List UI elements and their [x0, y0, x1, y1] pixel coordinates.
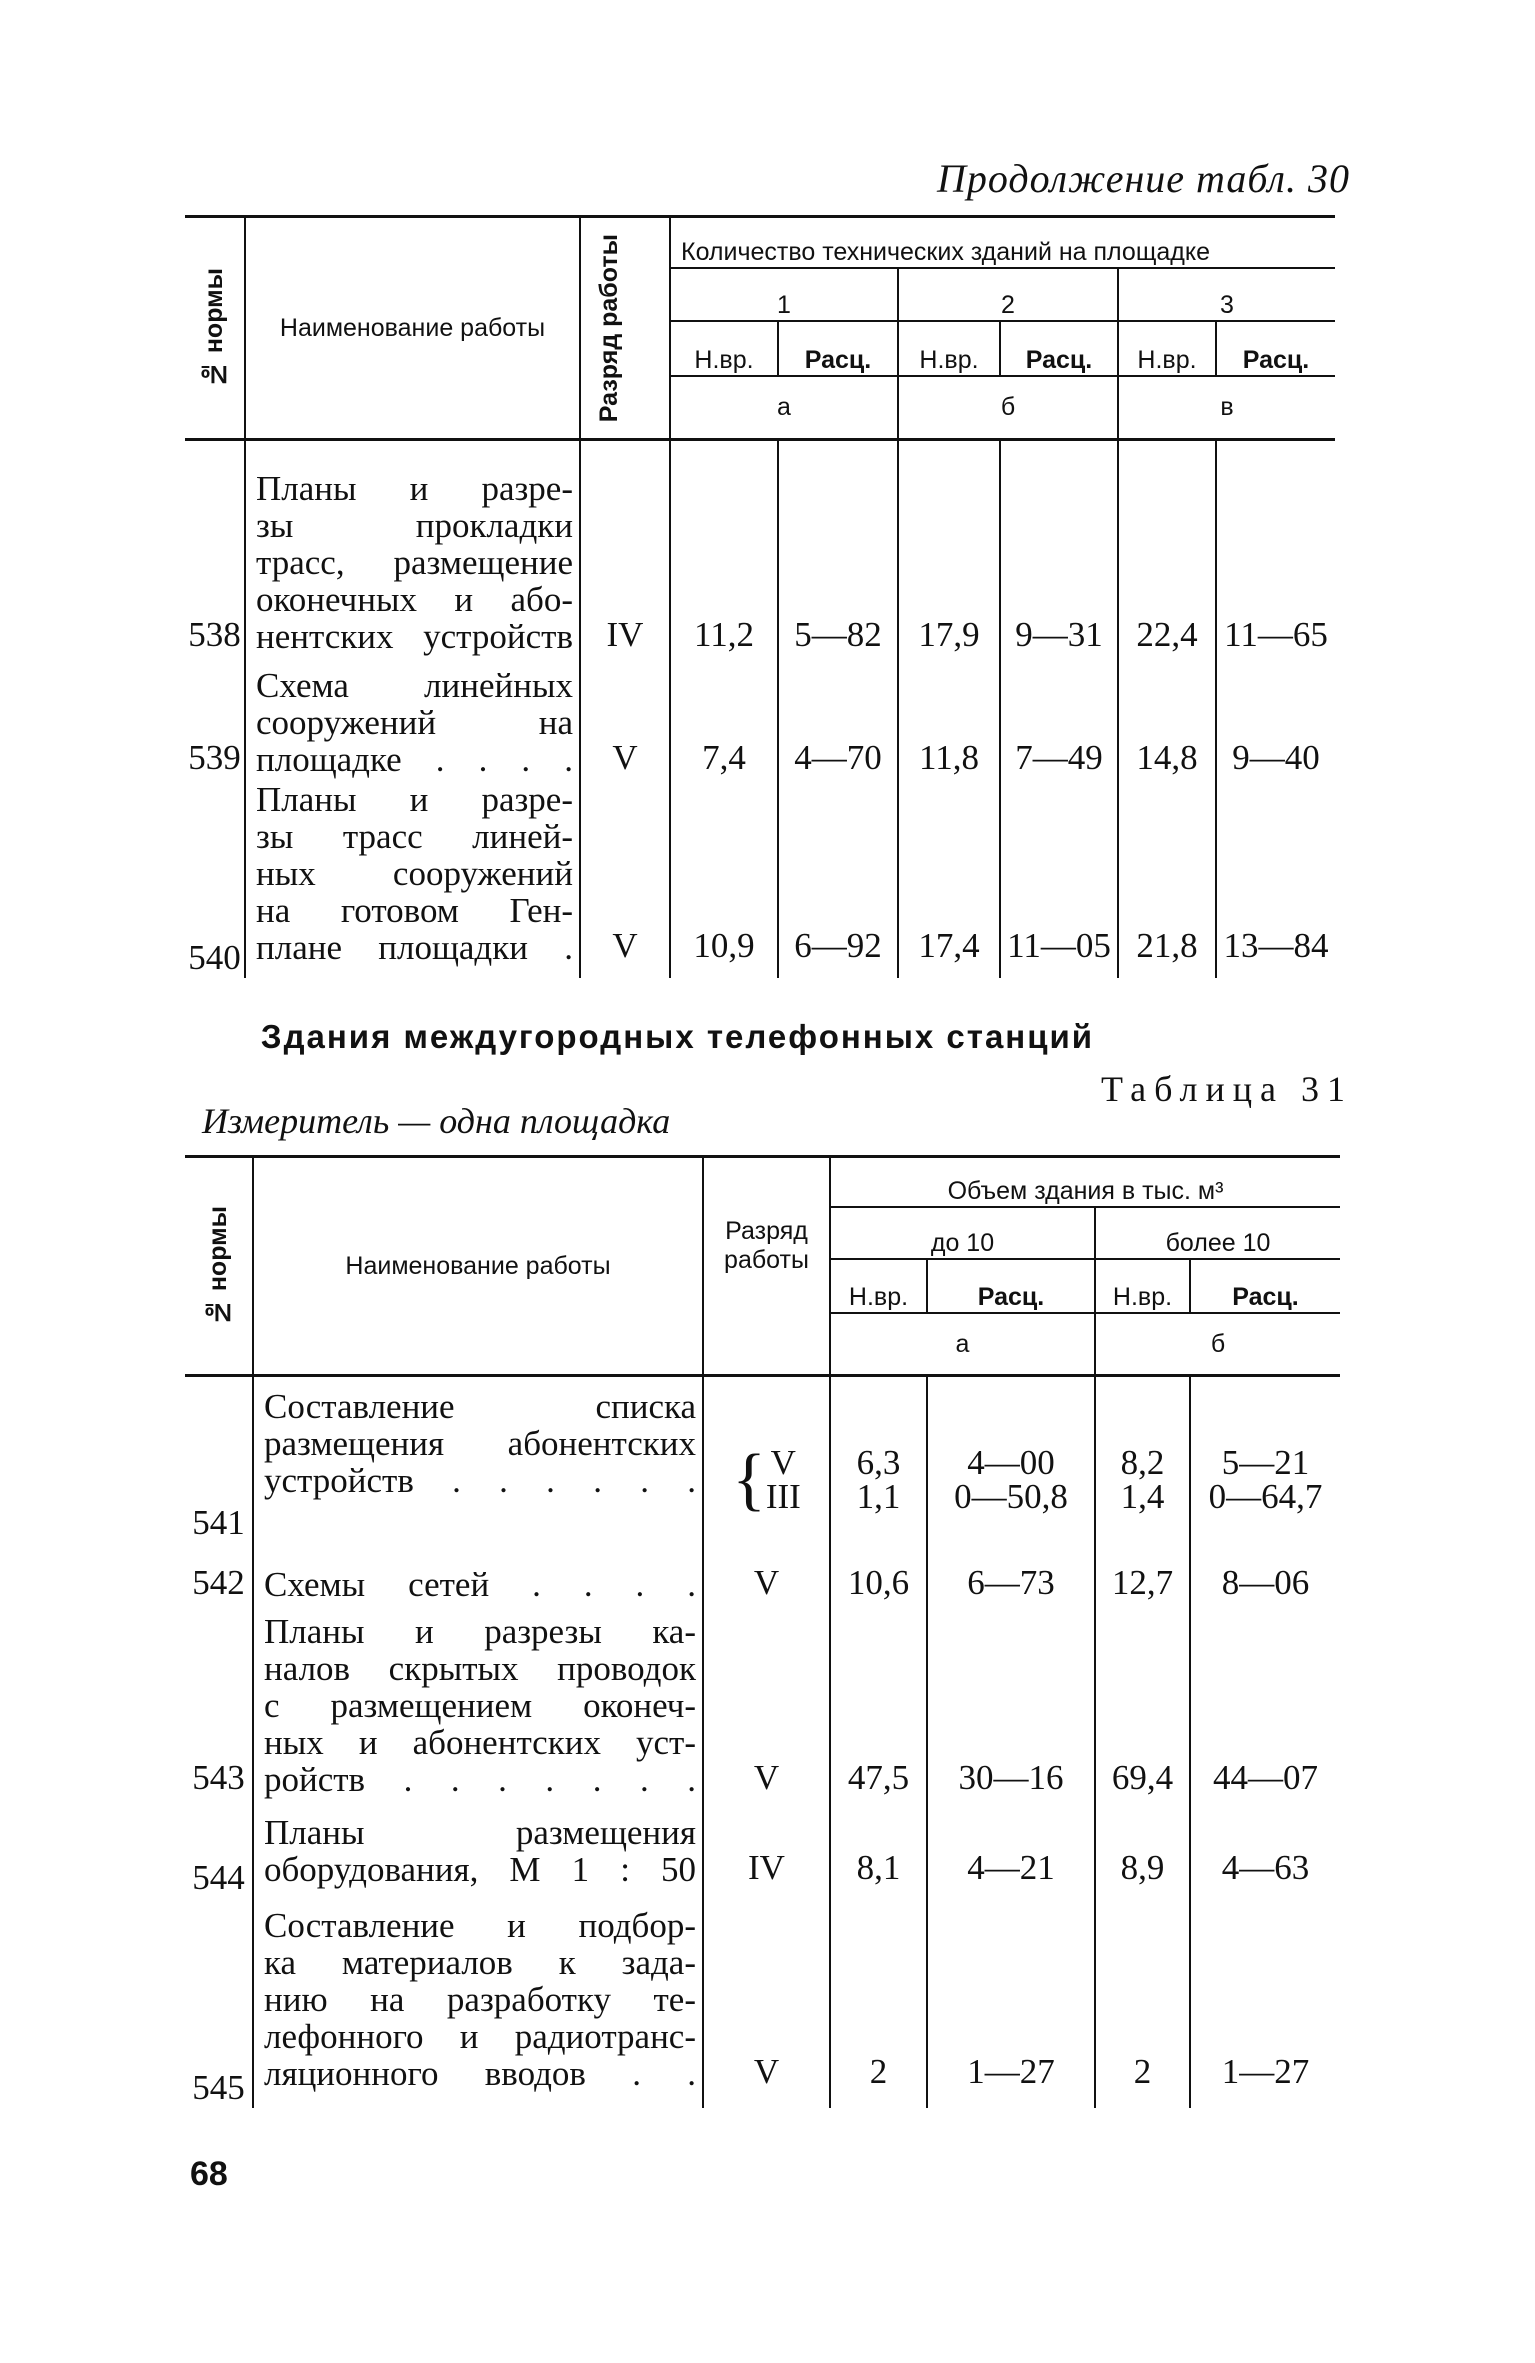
row-no: 539 [185, 655, 245, 778]
cell-nvr: 10,9 [670, 778, 778, 978]
cell-rasc: 5—21 0—64,7 [1208, 1443, 1323, 1516]
brace-icon: { [732, 1441, 766, 1518]
cell-rasc: 1—27 [927, 1898, 1095, 2108]
header-col-b: б [1095, 1313, 1340, 1376]
table-row [185, 1603, 1340, 1798]
header-work-name: Наименование работы [253, 1157, 703, 1376]
cell-rasc: 4—21 [927, 1798, 1095, 1898]
cell-rasc: 9—40 [1232, 737, 1320, 777]
row-no: 545 [185, 1898, 253, 2108]
table-31 [185, 1155, 1340, 2108]
cell-nvr: 2 [830, 1898, 927, 2108]
header-sub-2: 2 [898, 268, 1118, 321]
row-work: Планы размещения оборудования, М 1 : 50 [253, 1798, 703, 1898]
row-grade: IV [703, 1798, 830, 1898]
cell-rasc: 4—00 0—50,8 [927, 1388, 1095, 1543]
cell-nvr: 11,8 [898, 655, 1000, 778]
cell-rasc: 13—84 [1223, 925, 1329, 965]
cell-rasc: 4—63 [1221, 1847, 1310, 1887]
row-work: Схемы сетей . . . . [253, 1543, 703, 1603]
page-number: 68 [190, 2155, 228, 2193]
header-rasc-2: Расц. [1000, 321, 1118, 376]
cell-rasc: 44—07 [1213, 1757, 1318, 1797]
header-nvr-1: Н.вр. [670, 321, 778, 376]
measure-note: Измеритель — одна площадка [202, 1101, 671, 1141]
cell-nvr: 10,6 [830, 1543, 927, 1603]
cell-nvr: 47,5 [830, 1603, 927, 1798]
cell-nvr: 8,9 [1095, 1798, 1190, 1898]
cell-rasc: 4—70 [778, 655, 898, 778]
table-row [185, 1798, 1340, 1898]
table-row [185, 1388, 1340, 1543]
table-row [185, 470, 1335, 655]
row-work: Планы и разре- зы прокладки трасс, размещение оконечных и або- нентских устройств [245, 470, 580, 655]
header-col-b: б [898, 376, 1118, 440]
table-row [185, 655, 1335, 778]
cell-nvr: 12,7 [1095, 1543, 1190, 1603]
cell-nvr: 21,8 [1118, 778, 1216, 978]
cell-rasc: 11—05 [1000, 778, 1118, 978]
row-work: Схема линейных сооружений на площадке . . . . [245, 655, 580, 778]
table-label: Таблица 31 [1101, 1069, 1353, 1109]
row-grade: V [703, 1603, 830, 1798]
section-title: Здания междугородных телефонных станций [260, 1018, 1095, 1055]
header-norm-no: № нормы [185, 1157, 253, 1376]
header-col-a: а [830, 1313, 1095, 1376]
row-grade: V [580, 778, 670, 978]
row-no: 544 [185, 1798, 253, 1898]
row-work: Планы и разрезы ка- налов скрытых проводок с размещением оконеч- ных и абонентских уст- ройств . . . . . . . [253, 1603, 703, 1798]
header-rasc-3: Расц. [1216, 321, 1335, 376]
row-grade: { V III [703, 1388, 830, 1543]
table-row [185, 1898, 1340, 2108]
row-no: 541 [185, 1388, 253, 1543]
header-sub-1: 1 [670, 268, 898, 321]
header-group: Объем здания в тыс. м³ [830, 1157, 1340, 1208]
row-grade: IV [580, 470, 670, 655]
cell-nvr: 69,4 [1095, 1603, 1190, 1798]
header-col-c: в [1118, 376, 1335, 440]
cell-rasc: 7—49 [1000, 655, 1118, 778]
cell-nvr: 14,8 [1118, 655, 1216, 778]
row-work: Составление списка размещения абонентских устройств . . . . . . [253, 1388, 703, 1543]
header-work-name: Наименование работы [245, 217, 580, 440]
header-nvr-1: Н.вр. [830, 1259, 927, 1313]
row-work: Планы и разре- зы трасс линей- ных сооружений на готовом Ген- плане площадки . [245, 778, 580, 978]
cell-nvr: 8,1 [830, 1798, 927, 1898]
row-no: 540 [185, 778, 245, 978]
row-no: 538 [185, 470, 245, 655]
cell-nvr: 22,4 [1118, 470, 1216, 655]
cell-rasc: 11—65 [1224, 614, 1328, 654]
cell-rasc: 6—92 [778, 778, 898, 978]
row-grade: V [580, 655, 670, 778]
header-norm-no: № нормы [185, 217, 245, 440]
header-nvr-3: Н.вр. [1118, 321, 1216, 376]
table-row [185, 778, 1335, 978]
table-30 [185, 215, 1335, 978]
cell-nvr: 17,4 [898, 778, 1000, 978]
header-grade: Разряд работы [580, 217, 670, 440]
row-grade: V [703, 1543, 830, 1603]
header-rasc-2: Расц. [1190, 1259, 1340, 1313]
cell-rasc: 30—16 [927, 1603, 1095, 1798]
cell-nvr: 11,2 [670, 470, 778, 655]
header-sub-3: 3 [1118, 268, 1335, 321]
header-col-a: а [670, 376, 898, 440]
row-work: Составление и подбор- ка материалов к зада- нию на разработку те- лефонного и радиотранс- ляционного вводов . . [253, 1898, 703, 2108]
cell-nvr: 2 [1095, 1898, 1190, 2108]
cell-nvr: 17,9 [898, 470, 1000, 655]
header-sub-1: до 10 [830, 1207, 1095, 1259]
header-rasc-1: Расц. [927, 1259, 1095, 1313]
cell-rasc: 1—27 [1221, 2051, 1310, 2091]
header-group: Количество технических зданий на площадке [670, 217, 1335, 268]
header-nvr-2: Н.вр. [898, 321, 1000, 376]
cell-rasc: 9—31 [1000, 470, 1118, 655]
row-grade: V [703, 1898, 830, 2108]
cell-nvr: 8,2 1,4 [1095, 1388, 1190, 1543]
cell-rasc: 5—82 [778, 470, 898, 655]
cell-nvr: 7,4 [670, 655, 778, 778]
header-sub-2: более 10 [1095, 1207, 1340, 1259]
cell-nvr: 6,3 1,1 [830, 1388, 927, 1543]
header-nvr-2: Н.вр. [1095, 1259, 1190, 1313]
row-no: 543 [185, 1603, 253, 1798]
cell-rasc: 8—06 [1221, 1562, 1310, 1602]
header-grade: Разряд работы [703, 1157, 830, 1376]
table-row [185, 1543, 1340, 1603]
header-rasc-1: Расц. [778, 321, 898, 376]
cell-rasc: 6—73 [927, 1543, 1095, 1603]
row-no: 542 [185, 1543, 253, 1603]
continuation-title: Продолжение табл. 30 [936, 156, 1350, 201]
